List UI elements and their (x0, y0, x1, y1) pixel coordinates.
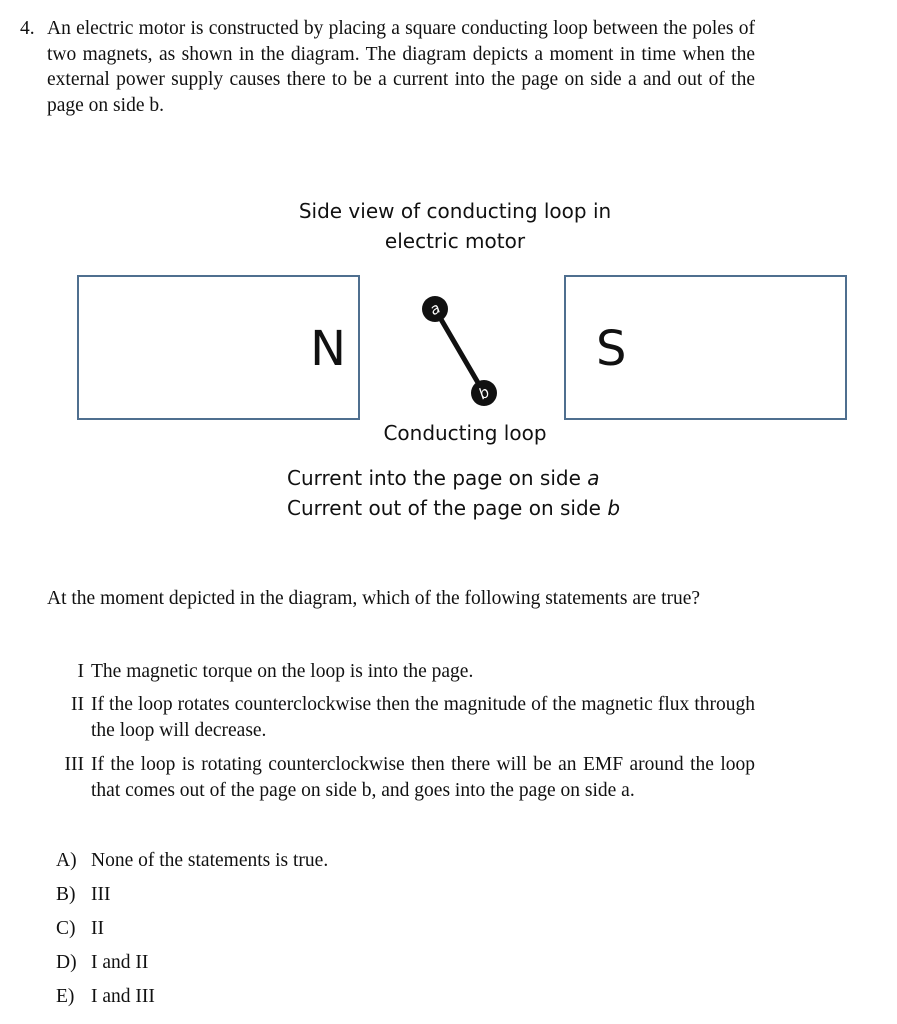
choice-text: None of the statements is true. (91, 850, 329, 871)
answer-choice-e[interactable] (56, 984, 556, 1010)
statement-numeral: III (64, 754, 84, 775)
answer-choice-a[interactable] (56, 848, 556, 874)
diagram-title (280, 196, 630, 256)
diagram-title-line-2: electric motor (384, 229, 526, 253)
statement-numeral: I (77, 661, 84, 682)
current-note-side-a (287, 463, 707, 493)
current-note-b-text: Current out of the page on side (287, 496, 608, 520)
statement-text: If the loop is rotating counterclockwise then there will be an EMF around the loop that comes out of the page on side b, and goes into the page on side a. (91, 754, 755, 801)
current-direction-notes (287, 463, 707, 523)
choice-letter: D) (56, 952, 77, 973)
conducting-loop-label: Conducting loop (383, 421, 547, 445)
choice-letter: C) (56, 918, 76, 939)
answer-choice-c[interactable] (56, 916, 556, 942)
choice-text: I and II (91, 952, 149, 973)
statement-numeral: II (71, 694, 84, 715)
choice-letter: A) (56, 850, 77, 871)
loop-end-a-label: a (426, 298, 444, 320)
north-magnet (77, 275, 360, 420)
question-prompt: At the moment depicted in the diagram, which of the following statements are true? (47, 588, 701, 609)
choice-text: III (91, 884, 111, 905)
south-pole-label: S (596, 321, 627, 377)
statement-text: The magnetic torque on the loop is into the page. (91, 661, 474, 682)
loop-side-view-line (435, 309, 484, 393)
loop-end-b-label: b (475, 382, 493, 404)
choice-letter: B) (56, 884, 76, 905)
choice-text: I and III (91, 986, 155, 1007)
choice-letter: E) (56, 986, 75, 1007)
statement-text: If the loop rotates counterclockwise then the magnitude of the magnetic flux through the loop will decrease. (91, 694, 755, 741)
current-note-b-side: b (607, 496, 621, 520)
conducting-loop-diagram (400, 282, 520, 412)
south-magnet (564, 275, 847, 420)
current-note-a-side: a (587, 466, 600, 490)
current-note-side-b (287, 493, 707, 523)
answer-choice-d[interactable] (56, 950, 556, 976)
current-note-a-text: Current into the page on side (287, 466, 588, 490)
answer-choice-b[interactable] (56, 882, 556, 908)
diagram-title-line-1: Side view of conducting loop in (298, 199, 612, 223)
north-pole-label: N (310, 321, 346, 377)
question-stem: An electric motor is constructed by placing a square conducting loop between the poles of two magnets, as shown in the diagram. The diagram depicts a moment in time when the external power supply causes there to be a current into the page on side a and out of the page on side b. (47, 18, 755, 116)
question-number: 4. (20, 18, 35, 39)
choice-text: II (91, 918, 104, 939)
